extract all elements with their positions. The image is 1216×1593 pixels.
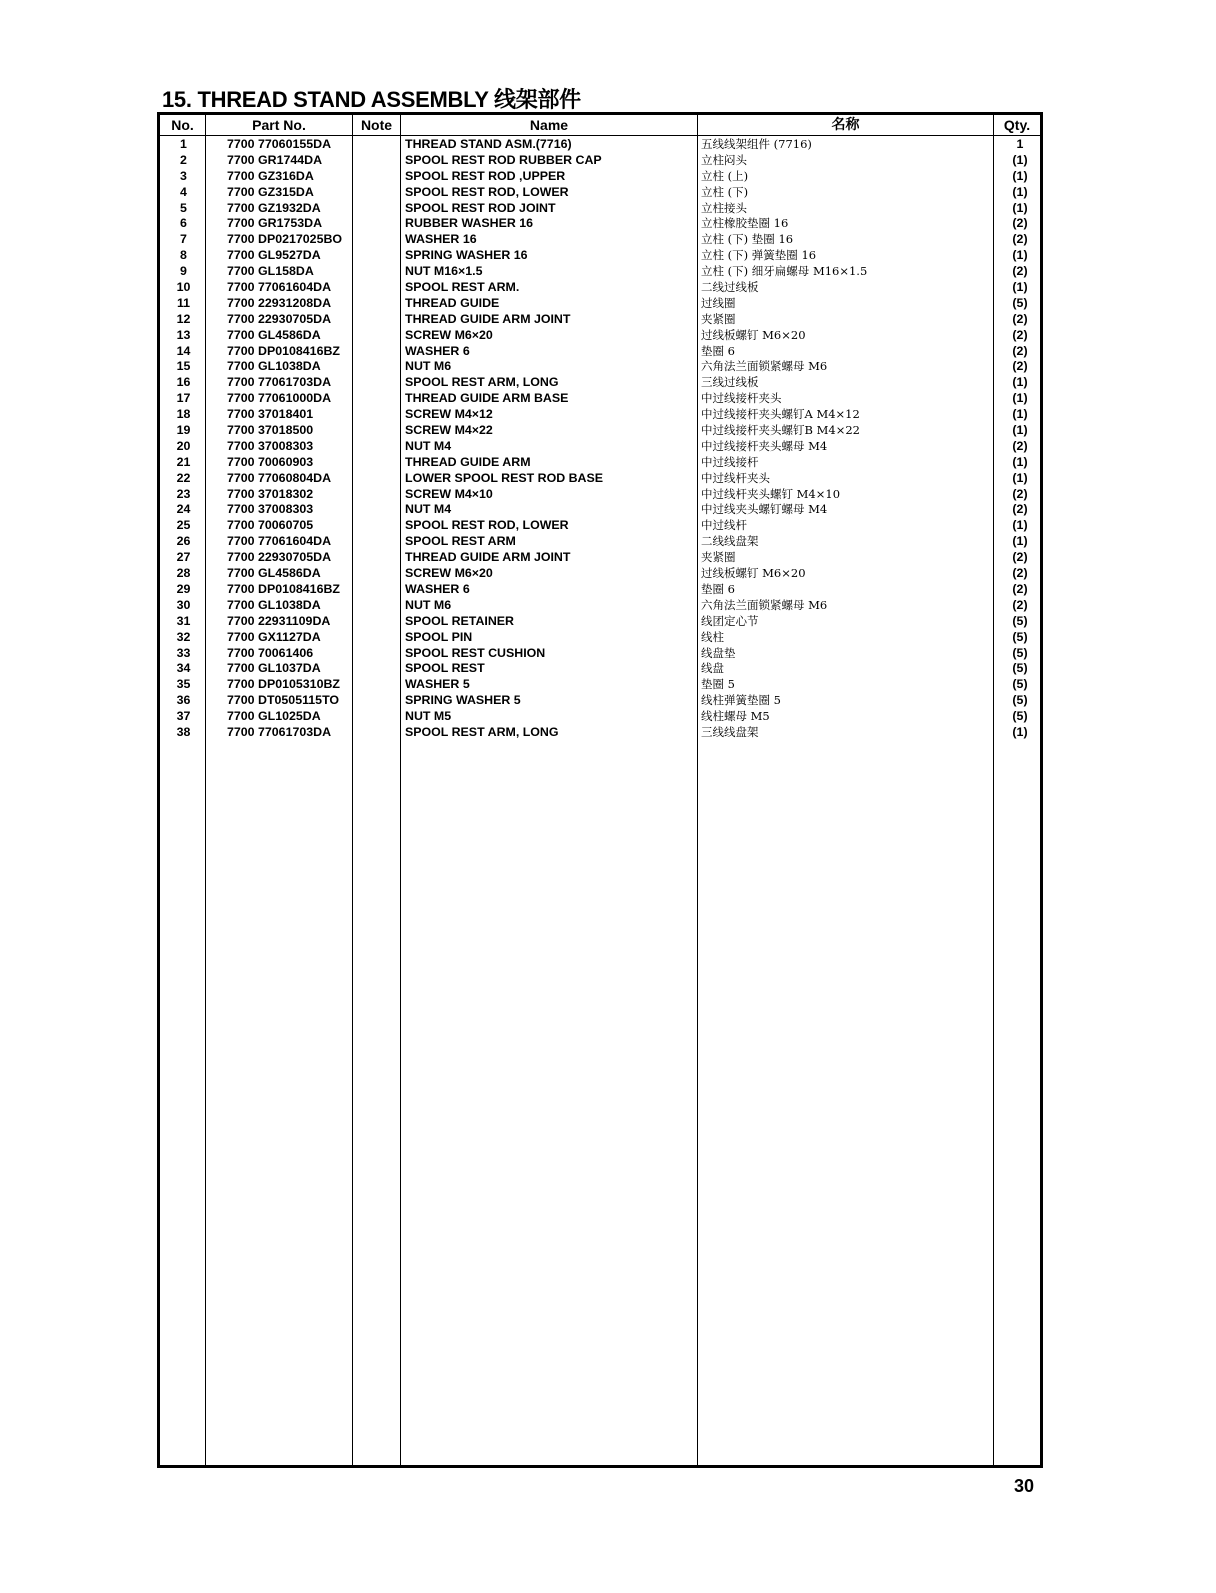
cell-part-no: 7700 22931109DA — [227, 613, 331, 628]
cell-no: 25 — [176, 518, 191, 533]
table-row — [160, 455, 1040, 471]
cell-qty: (2) — [1012, 581, 1028, 596]
table-row — [160, 375, 1040, 391]
table-row — [160, 391, 1040, 407]
page-title: 15. THREAD STAND ASSEMBLY 线架部件 — [162, 87, 581, 112]
table-row — [160, 296, 1040, 312]
cell-part-no: 7700 GL1025DA — [227, 709, 321, 724]
cell-part-no: 7700 77061703DA — [227, 375, 332, 390]
cell-no: 30 — [176, 597, 191, 612]
table-row — [160, 201, 1040, 217]
cell-part-no: 7700 77061703DA — [227, 724, 332, 739]
cell-no: 31 — [176, 613, 191, 628]
cell-part-no: 7700 GL4586DA — [227, 327, 321, 342]
cell-no: 19 — [176, 423, 191, 438]
cell-no: 36 — [176, 693, 191, 708]
cell-chinese-name: 立柱 (下) 垫圈 16 — [701, 232, 794, 247]
cell-part-no: 7700 77060804DA — [227, 470, 332, 485]
cell-chinese-name: 垫圈 6 — [701, 581, 735, 596]
table-row — [160, 280, 1040, 296]
cell-no: 13 — [176, 327, 191, 342]
cell-name: SCREW M4×10 — [405, 486, 493, 501]
page-number: 30 — [1014, 1476, 1035, 1496]
header-no: No. — [171, 117, 194, 133]
cell-name: NUT M4 — [405, 502, 452, 517]
cell-name: SPOOL REST CUSHION — [405, 645, 546, 660]
cell-qty: (1) — [1012, 280, 1028, 295]
parts-table — [157, 112, 1043, 1468]
cell-part-no: 7700 37018401 — [227, 407, 314, 422]
cell-part-no: 7700 37008303 — [227, 502, 314, 517]
table-row — [160, 344, 1040, 360]
cell-part-no: 7700 70060705 — [227, 518, 314, 533]
cell-no: 9 — [180, 264, 187, 279]
cell-chinese-name: 中过线接杆夹头 — [701, 391, 782, 406]
cell-no: 22 — [176, 470, 191, 485]
cell-chinese-name: 过线板螺钉 M6×20 — [701, 327, 806, 342]
table-row — [160, 137, 1040, 153]
header-note: Note — [360, 117, 393, 133]
cell-chinese-name: 线柱螺母 M5 — [701, 709, 770, 724]
cell-chinese-name: 二线过线板 — [701, 280, 759, 295]
table-row — [160, 646, 1040, 662]
cell-chinese-name: 中过线接杆夹头螺钉A M4×12 — [701, 407, 860, 422]
cell-qty: (1) — [1012, 454, 1028, 469]
table-row — [160, 312, 1040, 328]
cell-no: 3 — [180, 168, 187, 183]
cell-name: SCREW M6×20 — [405, 327, 493, 342]
header-qty: Qty. — [1003, 117, 1031, 133]
cell-chinese-name: 垫圈 5 — [701, 677, 735, 692]
cell-part-no: 7700 GL9527DA — [227, 248, 321, 263]
cell-no: 27 — [176, 550, 191, 565]
cell-part-no: 7700 77061000DA — [227, 391, 332, 406]
cell-part-no: 7700 37008303 — [227, 438, 314, 453]
header-chinese-name: 名称 — [831, 117, 860, 133]
cell-no: 21 — [176, 454, 191, 469]
cell-name: THREAD GUIDE ARM JOINT — [405, 550, 571, 565]
cell-part-no: 7700 GZ1932DA — [227, 200, 321, 215]
cell-chinese-name: 夹紧圈 — [701, 311, 736, 326]
cell-no: 34 — [176, 661, 191, 676]
table-row — [160, 630, 1040, 646]
table-row — [160, 550, 1040, 566]
table-row — [160, 232, 1040, 248]
cell-chinese-name: 中过线杆夹头螺钉 M4×10 — [701, 486, 841, 501]
cell-part-no: 7700 GZ315DA — [227, 184, 314, 199]
table-row — [160, 169, 1040, 185]
cell-qty: (2) — [1012, 566, 1028, 581]
table-row — [160, 328, 1040, 344]
cell-qty: (5) — [1012, 661, 1028, 676]
table-row — [160, 487, 1040, 503]
cell-part-no: 7700 GR1744DA — [227, 152, 323, 167]
cell-part-no: 7700 GZ316DA — [227, 168, 314, 183]
cell-chinese-name: 线柱弹簧垫圈 5 — [701, 693, 781, 708]
cell-name: SCREW M4×22 — [405, 423, 493, 438]
table-row — [160, 359, 1040, 375]
cell-name: SCREW M4×12 — [405, 407, 493, 422]
header-divider — [160, 135, 1040, 136]
cell-part-no: 7700 22930705DA — [227, 311, 332, 326]
cell-qty: (2) — [1012, 232, 1028, 247]
cell-part-no: 7700 DP0105310BZ — [227, 677, 340, 692]
cell-no: 35 — [176, 677, 191, 692]
cell-chinese-name: 立柱 (上) — [701, 168, 749, 183]
table-row — [160, 185, 1040, 201]
cell-qty: (1) — [1012, 184, 1028, 199]
cell-chinese-name: 六角法兰面锁紧螺母 M6 — [701, 597, 828, 612]
cell-qty: (2) — [1012, 550, 1028, 565]
cell-chinese-name: 三线线盘架 — [701, 724, 759, 739]
cell-chinese-name: 三线过线板 — [701, 375, 759, 390]
cell-chinese-name: 线团定心节 — [701, 613, 759, 628]
cell-name: SPRING WASHER 16 — [405, 248, 528, 263]
cell-name: SPOOL REST ARM, LONG — [405, 375, 559, 390]
cell-no: 33 — [176, 645, 191, 660]
cell-name: SPOOL REST ROD ,UPPER — [405, 168, 566, 183]
cell-name: WASHER 6 — [405, 581, 470, 596]
cell-qty: (1) — [1012, 534, 1028, 549]
cell-qty: (5) — [1012, 629, 1028, 644]
cell-name: THREAD GUIDE ARM JOINT — [405, 311, 571, 326]
table-row — [160, 502, 1040, 518]
cell-chinese-name: 立柱 (下) 细牙扁螺母 M16×1.5 — [701, 264, 868, 279]
cell-name: SPOOL REST ROD RUBBER CAP — [405, 152, 602, 167]
cell-part-no: 7700 DP0108416BZ — [227, 343, 340, 358]
cell-name: SPOOL REST ARM, LONG — [405, 724, 559, 739]
cell-chinese-name: 中过线接杆夹头螺母 M4 — [701, 438, 828, 453]
cell-part-no: 7700 GL1038DA — [227, 597, 321, 612]
cell-qty: (5) — [1012, 295, 1028, 310]
cell-chinese-name: 五线线架组件 (7716) — [701, 137, 812, 151]
cell-name: WASHER 16 — [405, 232, 477, 247]
table-row — [160, 725, 1040, 741]
cell-qty: 1 — [1016, 137, 1024, 151]
cell-chinese-name: 立柱闷头 — [701, 152, 747, 167]
cell-no: 24 — [176, 502, 191, 517]
cell-name: SPOOL REST ARM — [405, 534, 516, 549]
cell-qty: (5) — [1012, 613, 1028, 628]
table-row — [160, 534, 1040, 550]
cell-qty: (1) — [1012, 391, 1028, 406]
cell-name: THREAD STAND ASM.(7716) — [405, 137, 572, 151]
cell-name: SPOOL REST ROD, LOWER — [405, 184, 569, 199]
cell-name: SPOOL PIN — [405, 629, 473, 644]
cell-qty: (5) — [1012, 709, 1028, 724]
cell-no: 2 — [180, 152, 187, 167]
cell-chinese-name: 线盘 — [701, 661, 724, 676]
cell-no: 26 — [176, 534, 191, 549]
table-row — [160, 153, 1040, 169]
cell-no: 7 — [180, 232, 187, 247]
cell-qty: (5) — [1012, 645, 1028, 660]
cell-part-no: 7700 70061406 — [227, 645, 314, 660]
cell-no: 32 — [176, 629, 191, 644]
cell-chinese-name: 过线板螺钉 M6×20 — [701, 566, 806, 581]
cell-name: NUT M16×1.5 — [405, 264, 483, 279]
cell-qty: (5) — [1012, 693, 1028, 708]
cell-name: RUBBER WASHER 16 — [405, 216, 534, 231]
cell-no: 23 — [176, 486, 191, 501]
cell-part-no: 7700 22931208DA — [227, 295, 332, 310]
cell-part-no: 7700 DT0505115TO — [227, 693, 340, 708]
cell-no: 20 — [176, 438, 191, 453]
cell-chinese-name: 立柱 (下) — [701, 184, 749, 199]
table-row — [160, 598, 1040, 614]
header-part-no: Part No. — [252, 117, 306, 133]
cell-qty: (2) — [1012, 486, 1028, 501]
table-row — [160, 264, 1040, 280]
cell-no: 8 — [180, 248, 187, 263]
cell-qty: (2) — [1012, 327, 1028, 342]
cell-chinese-name: 中过线杆 — [701, 518, 747, 533]
table-row — [160, 518, 1040, 534]
cell-no: 11 — [176, 295, 191, 310]
cell-no: 28 — [176, 566, 191, 581]
cell-name: SPOOL REST ROD JOINT — [405, 200, 556, 215]
cell-chinese-name: 立柱 (下) 弹簧垫圈 16 — [701, 248, 817, 263]
table-row — [160, 439, 1040, 455]
cell-no: 38 — [176, 724, 191, 739]
table-row — [160, 661, 1040, 677]
cell-name: SPOOL REST ROD, LOWER — [405, 518, 569, 533]
cell-qty: (1) — [1012, 200, 1028, 215]
table-row — [160, 566, 1040, 582]
cell-part-no: 7700 22930705DA — [227, 550, 332, 565]
cell-no: 10 — [176, 280, 191, 295]
cell-qty: (1) — [1012, 423, 1028, 438]
cell-part-no: 7700 GL158DA — [227, 264, 314, 279]
cell-qty: (1) — [1012, 407, 1028, 422]
cell-part-no: 7700 70060903 — [227, 454, 314, 469]
cell-qty: (2) — [1012, 438, 1028, 453]
cell-chinese-name: 中过线杆夹头 — [701, 470, 770, 485]
cell-chinese-name: 线柱 — [701, 629, 724, 644]
cell-name: NUT M4 — [405, 438, 452, 453]
cell-name: SPOOL REST — [405, 661, 485, 676]
cell-qty: (2) — [1012, 311, 1028, 326]
cell-part-no: 7700 DP0217025BO — [227, 232, 343, 247]
cell-part-no: 7700 GL1038DA — [227, 359, 321, 374]
cell-name: NUT M6 — [405, 359, 452, 374]
cell-name: SPRING WASHER 5 — [405, 693, 521, 708]
cell-no: 12 — [176, 311, 191, 326]
cell-no: 14 — [176, 343, 191, 358]
cell-no: 29 — [176, 581, 191, 596]
cell-no: 17 — [176, 391, 191, 406]
cell-chinese-name: 过线圈 — [701, 295, 736, 310]
cell-chinese-name: 立柱接头 — [701, 200, 747, 215]
table-row — [160, 614, 1040, 630]
cell-no: 4 — [180, 184, 187, 199]
cell-chinese-name: 二线线盘架 — [701, 534, 759, 549]
cell-chinese-name: 中过线接杆夹头螺钉B M4×22 — [701, 423, 860, 438]
cell-name: THREAD GUIDE — [405, 295, 500, 310]
cell-name: THREAD GUIDE ARM — [405, 454, 531, 469]
cell-chinese-name: 中过线接杆 — [701, 454, 759, 469]
cell-no: 1 — [180, 137, 187, 151]
cell-part-no: 7700 77060155DA — [227, 137, 332, 151]
cell-qty: (1) — [1012, 152, 1028, 167]
cell-part-no: 7700 37018302 — [227, 486, 314, 501]
cell-qty: (1) — [1012, 724, 1028, 739]
cell-qty: (2) — [1012, 216, 1028, 231]
cell-part-no: 7700 37018500 — [227, 423, 314, 438]
cell-part-no: 7700 77061604DA — [227, 280, 332, 295]
cell-chinese-name: 六角法兰面锁紧螺母 M6 — [701, 359, 828, 374]
header-name: Name — [529, 117, 569, 133]
table-body — [160, 137, 1040, 741]
table-row — [160, 216, 1040, 232]
cell-qty: (1) — [1012, 518, 1028, 533]
cell-part-no: 7700 GX1127DA — [227, 629, 321, 644]
cell-name: THREAD GUIDE ARM BASE — [405, 391, 569, 406]
cell-chinese-name: 立柱橡胶垫圈 16 — [701, 216, 789, 231]
cell-part-no: 7700 GL1037DA — [227, 661, 321, 676]
cell-chinese-name: 垫圈 6 — [701, 343, 735, 358]
cell-no: 16 — [176, 375, 191, 390]
table-row — [160, 677, 1040, 693]
cell-chinese-name: 夹紧圈 — [701, 550, 736, 565]
cell-name: LOWER SPOOL REST ROD BASE — [405, 470, 604, 485]
table-row — [160, 248, 1040, 264]
cell-name: NUT M5 — [405, 709, 452, 724]
cell-no: 6 — [180, 216, 187, 231]
cell-chinese-name: 线盘垫 — [701, 645, 736, 660]
cell-part-no: 7700 GL4586DA — [227, 566, 321, 581]
cell-name: NUT M6 — [405, 597, 452, 612]
cell-no: 5 — [180, 200, 187, 215]
cell-qty: (2) — [1012, 343, 1028, 358]
table-row — [160, 423, 1040, 439]
cell-no: 18 — [176, 407, 191, 422]
table-row — [160, 709, 1040, 725]
cell-part-no: 7700 GR1753DA — [227, 216, 323, 231]
cell-no: 15 — [176, 359, 191, 374]
cell-name: SPOOL REST ARM. — [405, 280, 520, 295]
cell-qty: (5) — [1012, 677, 1028, 692]
cell-qty: (2) — [1012, 264, 1028, 279]
cell-name: WASHER 6 — [405, 343, 470, 358]
table-row — [160, 582, 1040, 598]
cell-qty: (1) — [1012, 470, 1028, 485]
cell-name: SPOOL RETAINER — [405, 613, 515, 628]
cell-qty: (1) — [1012, 248, 1028, 263]
table-row — [160, 407, 1040, 423]
table-row — [160, 471, 1040, 487]
cell-qty: (2) — [1012, 597, 1028, 612]
cell-part-no: 7700 77061604DA — [227, 534, 332, 549]
table-row — [160, 693, 1040, 709]
cell-qty: (2) — [1012, 502, 1028, 517]
cell-part-no: 7700 DP0108416BZ — [227, 581, 340, 596]
cell-qty: (2) — [1012, 359, 1028, 374]
cell-name: WASHER 5 — [405, 677, 470, 692]
cell-qty: (1) — [1012, 375, 1028, 390]
cell-name: SCREW M6×20 — [405, 566, 493, 581]
cell-chinese-name: 中过线夹头螺钉螺母 M4 — [701, 502, 828, 517]
cell-no: 37 — [176, 709, 191, 724]
cell-qty: (1) — [1012, 168, 1028, 183]
